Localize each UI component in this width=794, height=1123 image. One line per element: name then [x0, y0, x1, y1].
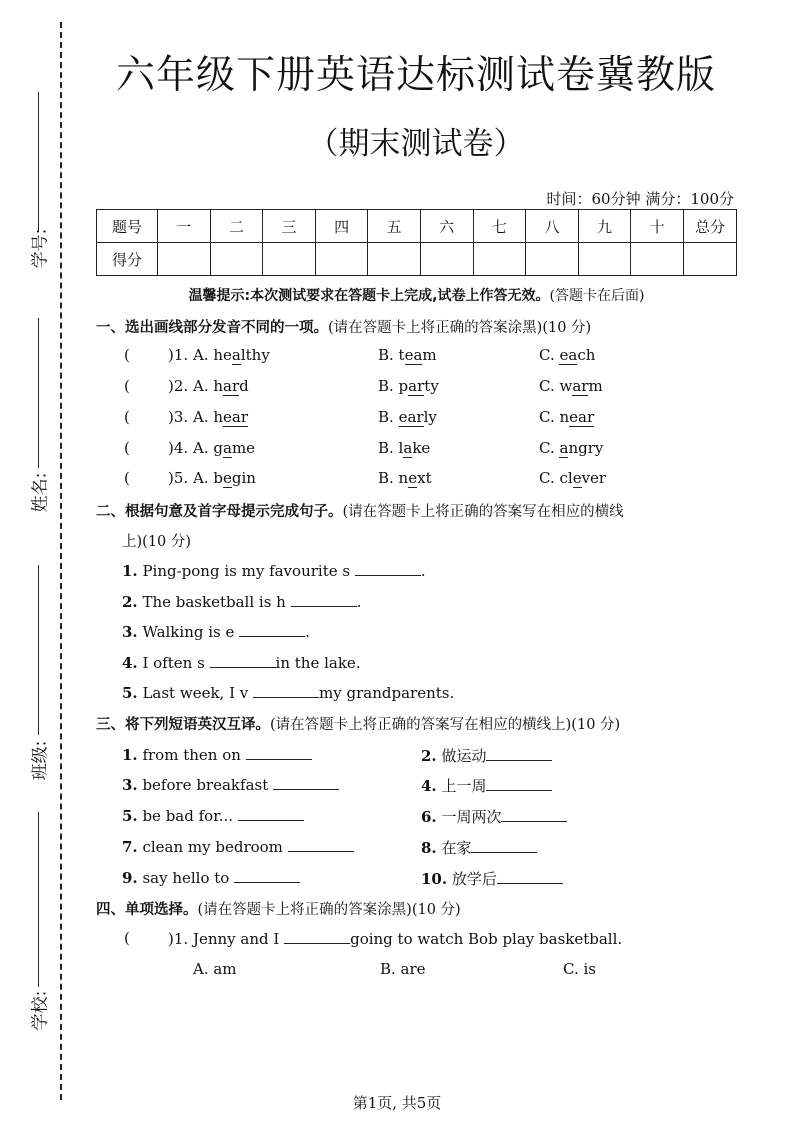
phrase-text: before breakfast: [142, 776, 269, 794]
section-2-title: [96, 500, 624, 521]
name-line: [38, 318, 39, 468]
name-label: 姓名:: [30, 472, 51, 513]
header-cell: 八: [526, 210, 579, 243]
phrase-text: 在家: [441, 839, 472, 857]
question-row: [122, 683, 454, 702]
answer-paren[interactable]: (: [124, 377, 130, 395]
section-1-title: [96, 316, 591, 337]
question-number: 10.: [421, 870, 448, 888]
phrase-text: be bad for...: [142, 807, 234, 825]
header-cell: 六: [420, 210, 473, 243]
question-number: 1.: [122, 746, 138, 764]
notice-bold: 温馨提示:本次测试要求在答题卡上完成,试卷上作答无效。: [188, 288, 550, 304]
answer-blank[interactable]: [273, 775, 339, 790]
answer-blank[interactable]: [253, 683, 319, 698]
answer-blank[interactable]: [238, 806, 304, 821]
page-footer: 第1页, 共5页: [352, 1094, 442, 1112]
question-row: [122, 837, 354, 856]
question-row: [122, 806, 304, 825]
section-note: (请在答题卡上将正确的答案写在相应的横线上)(10 分): [270, 717, 621, 733]
section-title-text: 四、单项选择。: [96, 902, 198, 918]
option-a: A. healthy: [193, 346, 270, 364]
question-text-end: .: [305, 623, 310, 641]
page-subtitle: （期末测试卷）: [307, 126, 525, 162]
score-cell[interactable]: [263, 243, 316, 276]
answer-blank[interactable]: [239, 622, 305, 637]
question-row: [122, 561, 426, 580]
score-cell[interactable]: [420, 243, 473, 276]
score-cell[interactable]: [526, 243, 579, 276]
option-b: B. party: [378, 377, 439, 395]
question-text-end: my grandparents.: [319, 684, 455, 702]
answer-paren[interactable]: (: [124, 469, 130, 487]
class-label: 班级:: [30, 740, 51, 781]
answer-paren[interactable]: (: [124, 408, 130, 426]
notice: [96, 285, 737, 305]
answer-blank[interactable]: [210, 653, 276, 668]
answer-paren[interactable]: (: [124, 929, 130, 947]
question-row: [421, 775, 552, 796]
header-cell: 题号: [97, 210, 158, 243]
option-a: A. begin: [193, 469, 256, 487]
header-cell: 九: [578, 210, 631, 243]
question-text-end: in the lake.: [275, 654, 361, 672]
section-title-text: 二、根据句意及首字母提示完成句子。: [96, 504, 343, 520]
question-number: )4.: [168, 439, 189, 457]
question-row: [421, 868, 563, 889]
choice-c[interactable]: C. is: [563, 960, 596, 978]
question-row: [421, 837, 537, 858]
header-cell: 一: [158, 210, 211, 243]
answer-paren[interactable]: (: [124, 439, 130, 457]
score-cell[interactable]: [368, 243, 421, 276]
question-number: )2.: [168, 377, 189, 395]
question-row: [122, 775, 339, 794]
answer-blank[interactable]: [501, 807, 567, 822]
notice-note: (答题卡在后面): [549, 288, 645, 304]
option-b: B. next: [378, 469, 432, 487]
question-text: The basketball is h: [142, 593, 286, 611]
question-number: 6.: [421, 808, 437, 826]
section-3-title: [96, 713, 620, 734]
question-text-end: going to watch Bob play basketball.: [350, 930, 623, 948]
section-note: (请在答题卡上将正确的答案写在相应的横线: [342, 504, 624, 520]
answer-blank[interactable]: [486, 746, 552, 761]
header-cell: 七: [473, 210, 526, 243]
answer-blank[interactable]: [288, 837, 354, 852]
question-number: )1.: [168, 346, 189, 364]
score-cell[interactable]: [315, 243, 368, 276]
option-c: C. warm: [539, 377, 603, 395]
school-line: [38, 812, 39, 987]
header-cell: 四: [315, 210, 368, 243]
header-cell: 五: [368, 210, 421, 243]
score-cell[interactable]: [684, 243, 737, 276]
header-cell: 二: [210, 210, 263, 243]
score-cell[interactable]: [158, 243, 211, 276]
question-number: 8.: [421, 839, 437, 857]
option-c: C. near: [539, 408, 595, 426]
question-number: 2.: [421, 747, 437, 765]
question-text-end: .: [420, 562, 426, 580]
question-stem: [168, 929, 622, 948]
student-id-label: 学号:: [30, 228, 51, 269]
phrase-text: 一周两次: [441, 808, 502, 826]
score-cell[interactable]: [473, 243, 526, 276]
phrase-text: 上一周: [441, 777, 487, 795]
cut-line: [60, 22, 62, 1100]
section-note: (请在答题卡上将正确的答案涂黑)(10 分): [197, 902, 461, 918]
question-text: Last week, I v: [142, 684, 249, 702]
section-note: (请在答题卡上将正确的答案涂黑)(10 分): [328, 320, 592, 336]
question-number: )3.: [168, 408, 189, 426]
answer-blank[interactable]: [497, 869, 563, 884]
header-cell: 十: [631, 210, 684, 243]
score-cell[interactable]: [578, 243, 631, 276]
section-title-text: 三、将下列短语英汉互译。: [96, 717, 270, 733]
answer-blank[interactable]: [284, 929, 350, 944]
answer-blank[interactable]: [234, 868, 300, 883]
option-b: B. early: [378, 408, 437, 426]
choice-a[interactable]: A. am: [193, 960, 237, 978]
score-row-label: 得分: [97, 243, 158, 276]
option-c: C. each: [539, 346, 596, 364]
score-cell[interactable]: [210, 243, 263, 276]
question-row: [122, 745, 312, 764]
phrase-text: 放学后: [451, 870, 497, 888]
question-number: 4.: [122, 654, 138, 672]
class-line: [38, 565, 39, 735]
answer-blank[interactable]: [355, 561, 421, 576]
question-row: [122, 868, 300, 887]
option-a: A. game: [193, 439, 256, 457]
answer-blank[interactable]: [291, 592, 357, 607]
option-b: B. lake: [378, 439, 431, 457]
question-number: 4.: [421, 777, 437, 795]
question-number: 7.: [122, 838, 138, 856]
question-number: 9.: [122, 869, 138, 887]
answer-blank[interactable]: [471, 838, 537, 853]
question-number: 5.: [122, 684, 138, 702]
answer-blank[interactable]: [246, 745, 312, 760]
question-text: Walking is e: [142, 623, 235, 641]
score-table-header-row: [97, 210, 737, 243]
question-number: 5.: [122, 807, 138, 825]
question-row: [122, 622, 310, 641]
student-id-line: [38, 92, 39, 232]
option-b: B. team: [378, 346, 437, 364]
question-number: 2.: [122, 593, 138, 611]
school-label: 学校:: [30, 990, 51, 1031]
option-a: A. hear: [193, 408, 249, 426]
phrase-text: clean my bedroom: [142, 838, 283, 856]
question-text: I often s: [142, 654, 205, 672]
option-a: A. hard: [193, 377, 249, 395]
question-text-end: .: [356, 593, 362, 611]
answer-paren[interactable]: (: [124, 346, 130, 364]
question-row: [122, 592, 361, 611]
section-4-title: [96, 898, 461, 919]
question-row: [421, 806, 567, 827]
option-c: C. clever: [539, 469, 607, 487]
question-number: )1.: [168, 930, 189, 948]
time-info: 时间：60分钟 满分：100分: [546, 190, 734, 208]
phrase-text: 做运动: [441, 747, 487, 765]
question-number: 3.: [122, 623, 138, 641]
phrase-text: say hello to: [142, 869, 230, 887]
question-number: 3.: [122, 776, 138, 794]
score-table: [96, 209, 737, 276]
phrase-text: from then on: [142, 746, 241, 764]
answer-blank[interactable]: [486, 776, 552, 791]
question-text: Jenny and I: [192, 930, 280, 948]
header-cell: 三: [263, 210, 316, 243]
question-row: [421, 745, 552, 766]
section-2-title-cont: 上)(10 分): [122, 534, 192, 550]
score-table-score-row: [97, 243, 737, 276]
question-number: 1.: [122, 562, 138, 580]
header-cell: 总分: [684, 210, 737, 243]
option-c: C. angry: [539, 439, 604, 457]
page-title: 六年级下册英语达标测试卷冀教版: [115, 53, 716, 98]
question-text: Ping-pong is my favourite s: [142, 562, 351, 580]
section-title-text: 一、选出画线部分发音不同的一项。: [96, 320, 328, 336]
score-cell[interactable]: [631, 243, 684, 276]
question-row: [122, 653, 361, 672]
choice-b[interactable]: B. are: [380, 960, 426, 978]
question-number: )5.: [168, 469, 189, 487]
